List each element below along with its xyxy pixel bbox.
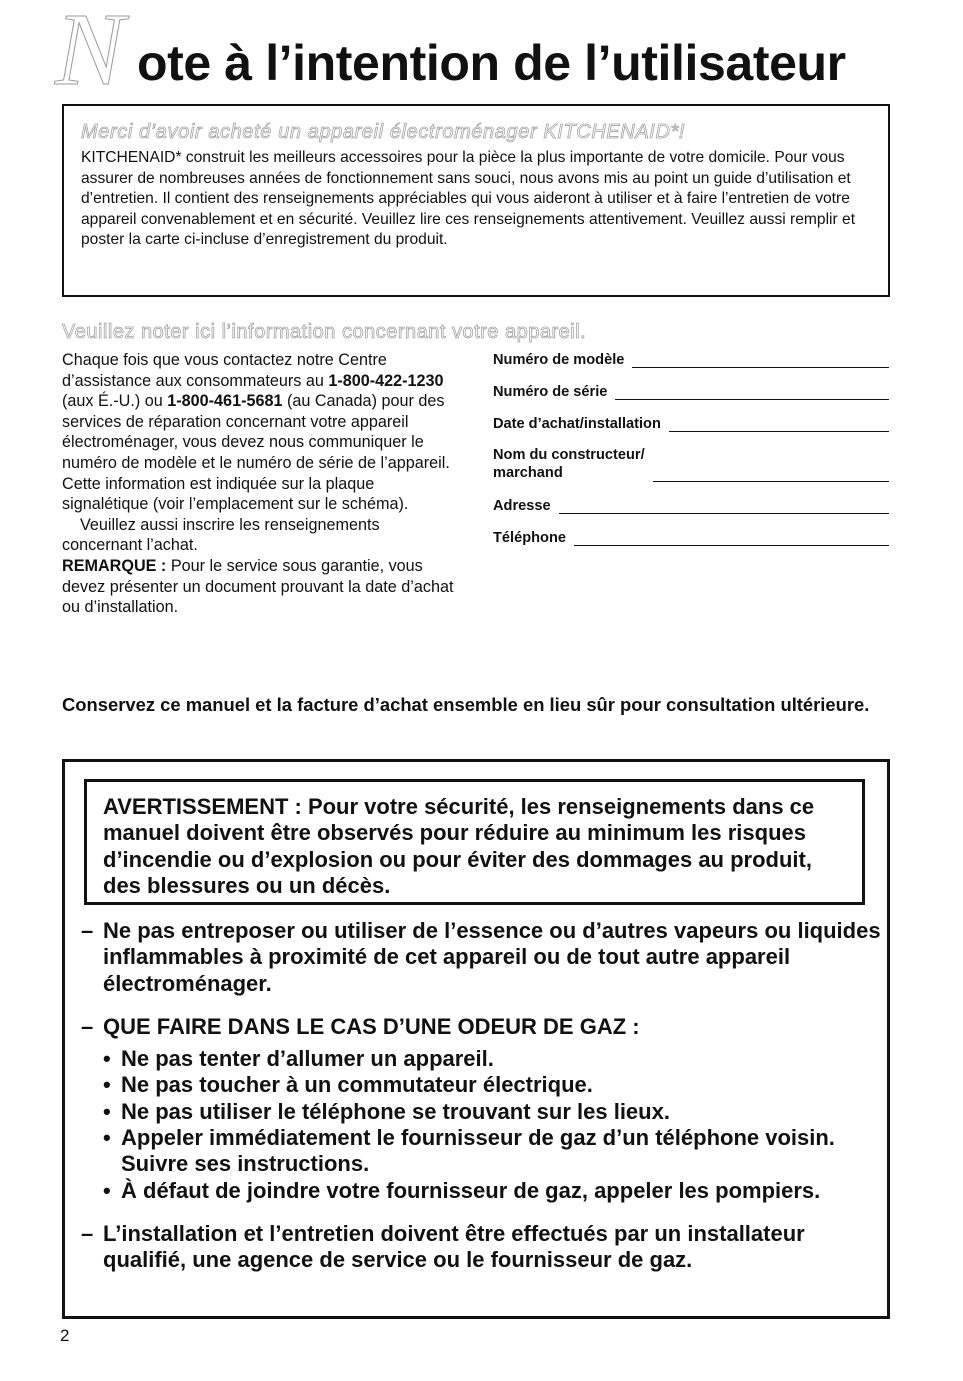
phone-field[interactable]	[493, 528, 889, 546]
purchase-date-field[interactable]	[493, 414, 889, 432]
gas-step-text: Ne pas utiliser le téléphone se trouvant sur les lieux.	[121, 1098, 670, 1124]
warning-item-flammables	[81, 918, 881, 997]
model-number-line[interactable]	[632, 354, 889, 368]
gas-step-text: Ne pas tenter d’allumer un appareil.	[121, 1046, 494, 1072]
maker-dealer-label-line2: marchand	[493, 465, 563, 481]
bullet-marker: •	[103, 1046, 111, 1072]
gas-step	[103, 1046, 881, 1072]
dash-marker: –	[81, 918, 94, 943]
bullet-marker: •	[103, 1125, 111, 1151]
purchase-date-label: Date d’achat/installation	[493, 416, 661, 432]
warning-item-text: Ne pas entreposer ou utiliser de l’essence ou d’autres vapeurs ou liquides inflammables à proximité de cet appareil ou de tout autre appareil électroménager.	[103, 918, 881, 996]
warning-header-box	[84, 779, 865, 905]
maker-dealer-field[interactable]	[493, 446, 889, 482]
page-title	[55, 0, 935, 107]
warning-list	[81, 918, 881, 1274]
warning-header-text: AVERTISSEMENT : Pour votre sécurité, les renseignements dans ce manuel doivent être observés pour réduire au minimum les risques d’incendie ou d’explosion ou pour éviter des dommages au produit, des blessures ou un décès.	[103, 794, 815, 898]
serial-number-field[interactable]	[493, 382, 889, 400]
info-heading: Veuillez noter ici l’information concernant votre appareil.	[62, 321, 587, 343]
contact-instructions	[62, 350, 464, 618]
contact-text-c: (au Canada) pour des services de réparation concernant votre appareil électroménager, vous devez nous communiquer le numéro de modèle et le numéro de série de l’appareil. Cette information est indiquée sur la plaque signalétique (voir l’emplacement sur le schéma).	[62, 392, 450, 514]
intro-heading: Merci d’avoir acheté un appareil électroménager KITCHENAID*!	[81, 121, 686, 143]
gas-step-text: Appeler immédiatement le fournisseur de gaz d’un téléphone voisin. Suivre ses instructions.	[121, 1125, 835, 1177]
bullet-marker: •	[103, 1177, 111, 1203]
gas-step-text: Ne pas toucher à un commutateur électrique.	[121, 1072, 593, 1098]
gas-step	[103, 1099, 881, 1125]
gas-odor-steps	[103, 1046, 881, 1204]
address-field[interactable]	[493, 496, 889, 514]
remark-label: REMARQUE :	[62, 556, 167, 575]
warning-item-installation	[81, 1221, 881, 1274]
title-text: ote à l’intention de l’utilisateur	[137, 35, 846, 91]
page-number: 2	[60, 1326, 70, 1345]
serial-number-line[interactable]	[615, 386, 889, 400]
model-number-label: Numéro de modèle	[493, 352, 625, 368]
phone-number-canada: 1-800-461-5681	[167, 392, 283, 411]
phone-line[interactable]	[574, 532, 889, 546]
contact-text-b: (aux É.-U.) ou	[62, 392, 168, 411]
safety-warning-box	[62, 759, 890, 1319]
gas-step	[103, 1125, 881, 1178]
purchase-info-paragraph: Veuillez aussi inscrire les renseignements concernant l’achat.	[62, 515, 380, 555]
remark-paragraph	[62, 556, 464, 618]
appliance-info-form	[493, 350, 889, 560]
warning-item-gas-odor	[81, 1014, 881, 1204]
maker-dealer-label-line1: Nom du constructeur/	[493, 447, 645, 463]
intro-paragraph: KITCHENAID* construit les meilleurs accessoires pour la pièce la plus importante de votre domicile. Pour vous assurer de nombreuses années de fonctionnement sans souci, nous avons mis au point un guide d’utilisation et d’entretien. Il contient des renseignements appréciables qui vous aideront à utiliser et à faire l’entretien de votre appareil convenablement et en sécurité. Veuillez lire ces renseignements attentivement. Veuillez aussi remplir et poster la carte ci-incluse d’enregistrement du produit.	[81, 149, 856, 248]
dash-marker: –	[81, 1220, 94, 1246]
warning-item-text: L’installation et l’entretien doivent être effectués par un installateur qualifié, une agence de service ou le fournisseur de gaz.	[103, 1220, 805, 1273]
intro-box	[62, 104, 890, 297]
bullet-marker: •	[103, 1098, 111, 1124]
remark-text: Pour le service sous garantie, vous devez présenter un document prouvant la date d’achat ou d’installation.	[62, 556, 454, 617]
keep-manual-note: Conservez ce manuel et la facture d’achat ensemble en lieu sûr pour consultation ultérieure.	[62, 694, 870, 715]
contact-paragraph	[62, 350, 464, 515]
address-label: Adresse	[493, 498, 551, 514]
purchase-date-line[interactable]	[669, 418, 889, 432]
gas-odor-heading: QUE FAIRE DANS LE CAS D’UNE ODEUR DE GAZ :	[103, 1013, 640, 1039]
gas-step	[103, 1072, 881, 1098]
phone-number-us: 1-800-422-1230	[328, 371, 444, 390]
gas-step-text: À défaut de joindre votre fournisseur de gaz, appeler les pompiers.	[121, 1177, 821, 1203]
contact-text-a: Chaque fois que vous contactez notre Centre d’assistance aux consommateurs au	[62, 351, 387, 390]
bullet-marker: •	[103, 1072, 111, 1098]
serial-number-label: Numéro de série	[493, 384, 608, 400]
address-line[interactable]	[559, 500, 889, 514]
maker-dealer-line[interactable]	[653, 468, 889, 482]
title-decorative-initial: N	[55, 0, 121, 107]
gas-step	[103, 1178, 881, 1204]
dash-marker: –	[81, 1013, 94, 1039]
model-number-field[interactable]	[493, 350, 889, 368]
phone-label: Téléphone	[493, 530, 566, 546]
maker-dealer-label	[493, 446, 645, 482]
